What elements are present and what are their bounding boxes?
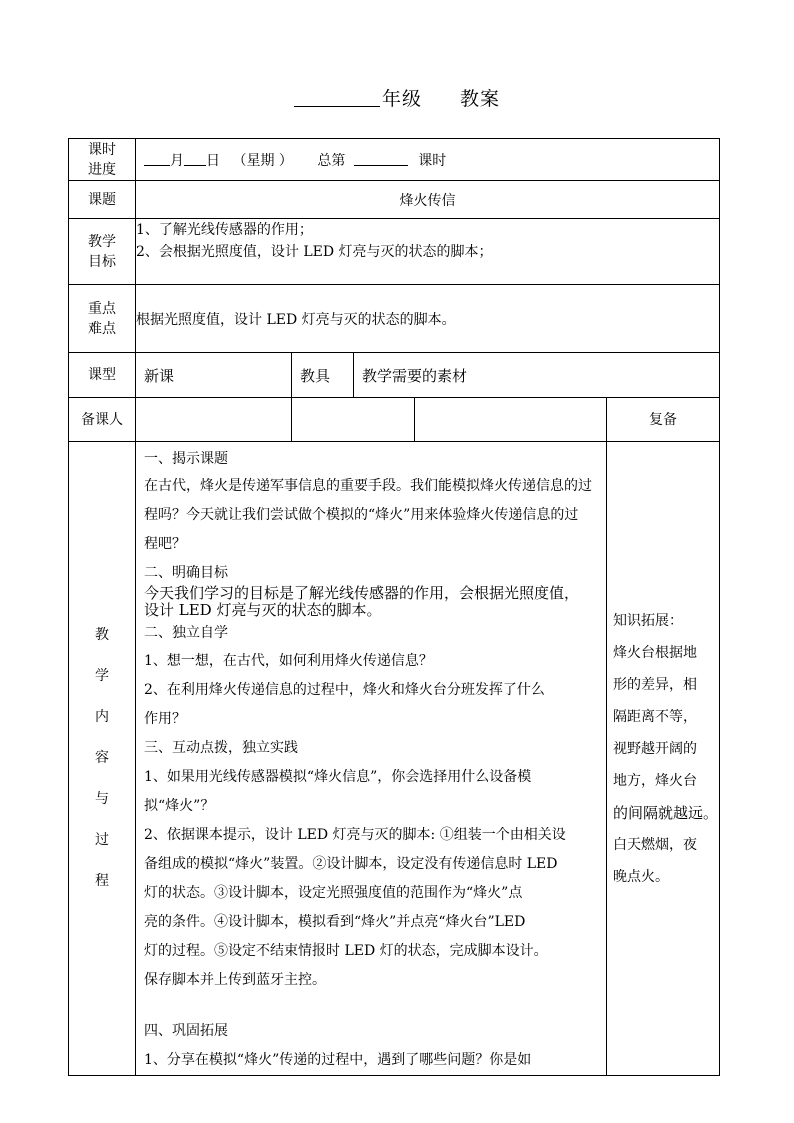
content-line: 1、分享在模拟“烽火”传递的过程中，遇到了哪些问题？你是如 [144,1052,532,1068]
knowledge-extension [607,442,720,1076]
content-line: 1、想一想，在古代，如何利用烽火传递信息？ [144,653,433,669]
objective-item: 1、了解光线传感器的作用； [136,222,313,238]
preparer-row [69,398,720,442]
content-line: 1、如果用光线传感器模拟“烽火信息”，你会选择用什么设备模 [144,769,532,785]
grade-label: 年级 [381,88,422,110]
section-title: 四、巩固拓展 [144,1023,228,1039]
content-line: 亮的条件。④设计脚本，模拟看到“烽火”并点亮“烽火台”LED [144,914,526,930]
side-note-line: 白天燃烟，夜 [613,837,697,853]
page-title [0,84,794,111]
key-points-value: 根据光照度值，设计 LED 灯亮与灭的状态的脚本。 [136,285,720,353]
lesson-plan-table [68,138,720,1076]
content-line: 灯的过程。⑤设定不结束情报时 LED 灯的状态，完成脚本设计。 [144,943,548,959]
objectives-list [136,219,720,285]
section-title: 三、互动点拨，独立实践 [144,740,298,756]
topic-value: 烽火传信 [136,181,720,219]
lesson-type-row [69,353,720,398]
side-note-line: 烽火台根据地 [613,645,697,661]
lesson-type-value: 新课 [136,353,292,398]
content-line: 在古代，烽火是传递军事信息的重要手段。我们能模拟烽火传递信息的过 [144,478,592,494]
objectives-row [69,219,720,285]
schedule-label: 课时 进度 [69,139,136,181]
content-line: 程吧？ [144,536,186,552]
topic-row [69,181,720,219]
process-row [69,442,720,1076]
content-line: 保存脚本并上传到蓝牙主控。 [144,972,326,988]
content-line: 灯的状态。③设计脚本，设定光照强度值的范围作为“烽火”点 [144,885,523,901]
key-points-label: 重点 难点 [69,285,136,353]
content-line: 作用？ [144,711,186,727]
content-line: 程吗？今天就让我们尝试做个模拟的“烽火”用来体验烽火传递信息的过 [144,507,579,523]
section-title: 二、独立自学 [144,625,228,641]
month-blank[interactable] [144,150,170,166]
total-blank[interactable] [354,150,408,166]
period-label: 课时 [418,152,447,169]
side-note-line: 形的差异，相 [613,677,697,693]
preparer-cell-1[interactable] [136,398,292,442]
total-label: 总第 [317,152,346,169]
doc-label: 教案 [460,88,501,110]
content-line: 2、在利用烽火传递信息的过程中，烽火和烽火台分班发挥了什么 [144,682,545,698]
lesson-type-label: 课型 [69,353,136,398]
section-title: 一、揭示课题 [144,451,228,467]
preparer-cell-2[interactable] [292,398,415,442]
schedule-row [69,139,720,181]
process-content [136,442,607,1076]
grade-blank[interactable] [294,86,380,107]
aids-value: 教学需要的素材 [354,353,720,398]
side-note-line: 视野越开阔的 [613,741,697,757]
side-note-line: 隔距离不等， [613,709,697,725]
side-note-title: 知识拓展： [613,613,683,629]
content-line: 设计 LED 灯亮与灭的状态的脚本。 [144,601,382,619]
preparer-label: 备课人 [69,398,136,442]
content-line: 拟“烽火”？ [144,798,215,814]
aids-label: 教具 [292,353,354,398]
topic-label: 课题 [69,181,136,219]
review-label: 复备 [607,398,720,442]
weekday-label: （星期 ） [232,152,293,169]
preparer-cell-3[interactable] [415,398,607,442]
month-label: 月 [170,152,184,169]
objective-item: 2、会根据光照度值，设计 LED 灯亮与灭的状态的脚本； [136,244,493,260]
side-note-line: 的间隔就越远。 [613,804,719,822]
content-line: 2、依据课本提示，设计 LED 灯亮与灭的脚本: ①组装一个由相关设 [144,827,566,843]
schedule-fields [136,139,720,181]
side-note-line: 晚点火。 [613,869,669,885]
content-line: 今天我们学习的目标是了解光线传感器的作用，会根据光照度值， [144,584,580,602]
key-points-row [69,285,720,353]
content-line: 备组成的模拟“烽火”装置。②设计脚本，设定没有传递信息时 LED [144,856,558,872]
section-title: 二、明确目标 [144,565,228,581]
objectives-label: 教学 目标 [69,219,136,285]
day-label: 日 [206,152,220,169]
process-label: 教 学 内 容 与 过 程 [69,442,136,1076]
side-note-line: 地方，烽火台 [613,773,697,789]
day-blank[interactable] [184,150,206,166]
